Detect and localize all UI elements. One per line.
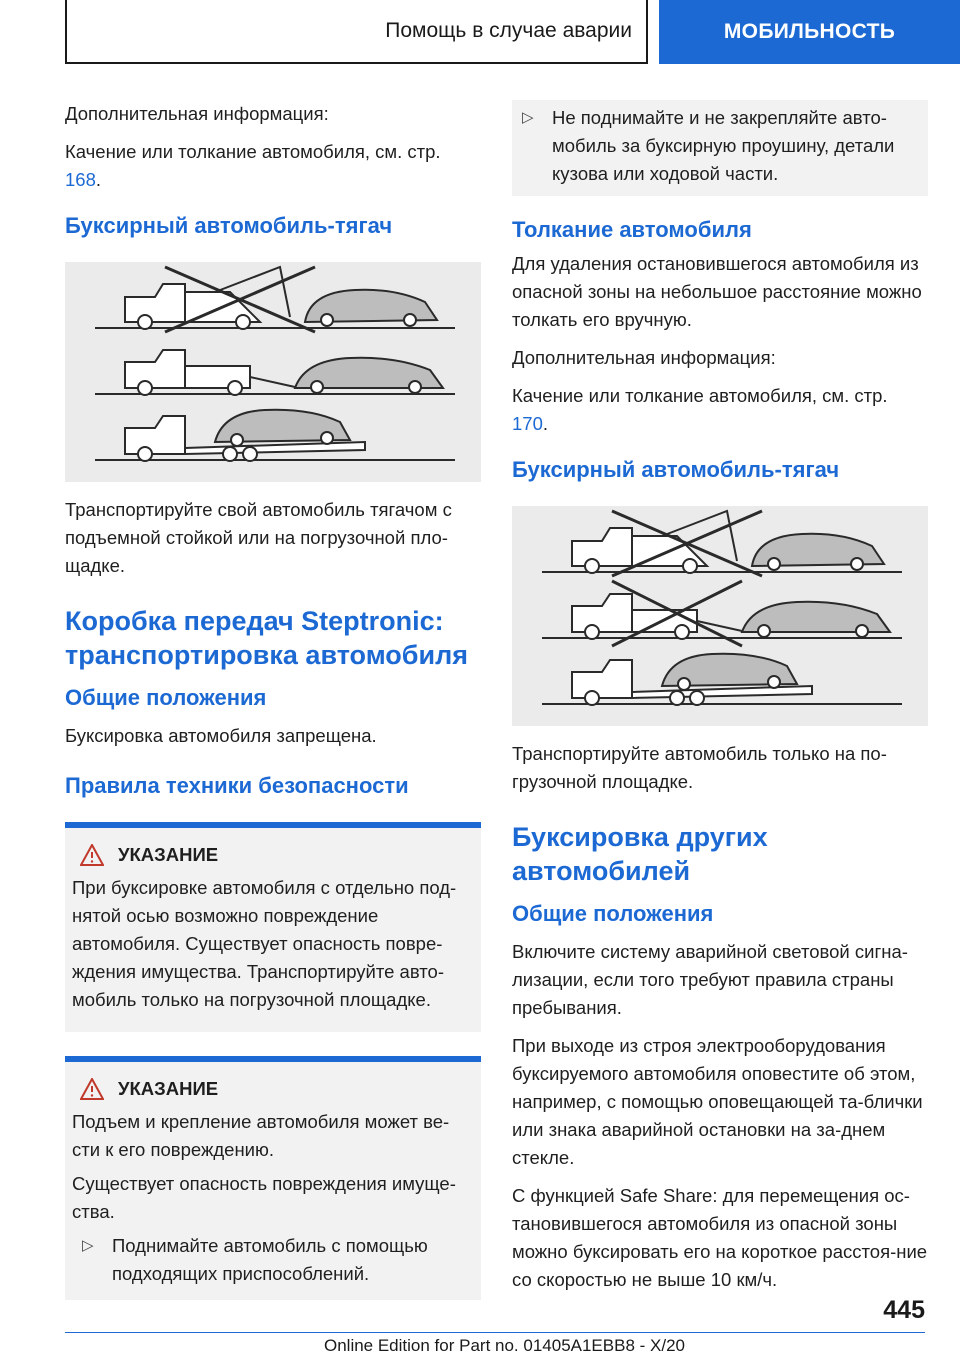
general-paragraph-2: При выходе из строя электрооборудования буксируемого автомобиля оповестите об этом, например, с помощью оповещающей та-блички или знака аварийной остановки на за-днем стекле. [512, 1035, 923, 1168]
page-link-170[interactable]: 170 [512, 413, 543, 434]
left-column [65, 100, 481, 1300]
bullet-triangle-icon: ▷ [522, 109, 534, 126]
info-label: Дополнительная информация: [65, 103, 329, 124]
general-paragraph-1: Включите систему аварийной световой сигна-лизации, если того требуют правила страны пребывания. [512, 941, 908, 1018]
heading-tow-truck: Буксирный автомобиль-тягач [65, 213, 393, 238]
heading-steptronic: Коробка передач Steptronic: транспортировка автомобиля [65, 606, 468, 670]
warning-title: УКАЗАНИЕ [118, 844, 219, 865]
warning-title: УКАЗАНИЕ [118, 1078, 219, 1099]
right-column [512, 100, 928, 1304]
info-label: Дополнительная информация: [512, 347, 776, 368]
warning-icon [80, 1078, 104, 1100]
tow-paragraph: Транспортируйте автомобиль только на по-грузочной площадке. [512, 743, 887, 792]
header-section-title: Помощь в случае аварии [385, 19, 632, 42]
header-tab-mobility[interactable] [659, 0, 960, 64]
list-item: ▷ Не поднимайте и не закрепляйте авто-мобиль за буксирную проушину, детали кузова или ходовой части. [512, 104, 920, 188]
push-paragraph: Для удаления остановившегося автомобиля из опасной зоны на небольшое расстояние можно толкать его вручную. [512, 253, 922, 330]
heading-pushing: Толкание автомобиля [512, 217, 752, 242]
tow-paragraph: Транспортируйте свой автомобиль тягачом с подъемной стойкой или на погрузочной пло-щадке. [65, 499, 452, 576]
page-number: 445 [883, 1296, 925, 1324]
tow-truck-illustration [65, 262, 481, 482]
warning-text: Подъем и крепление автомобиля может ве-сти к его повреждению. [72, 1111, 450, 1160]
header-section-box [65, 0, 648, 64]
warning-text: При буксировке автомобиля с отдельно под-нятой осью возможно повреждение автомобиля. Существует опасность повре-ждения имущества. Транспортируйте авто-мобиль только на погрузочной площадке. [72, 877, 457, 1010]
warning-box-2 [65, 1056, 481, 1300]
warning-text: Существует опасность повреждения имуще-ства. [72, 1173, 456, 1222]
heading-safety: Правила техники безопасности [65, 773, 409, 798]
page-link-168[interactable]: 168 [65, 169, 96, 190]
heading-general: Общие положения [65, 685, 267, 710]
reference-paragraph: Качение или толкание автомобиля, см. стр. 168. [65, 141, 441, 190]
warning-icon [80, 844, 104, 866]
general-paragraph-3: С функцией Safe Share: для перемещения ос-тановившегося автомобиля из опасной зоны можно буксировать его на короткое расстоя-ние со скоростью не выше 10 км/ч. [512, 1185, 928, 1290]
reference-paragraph: Качение или толкание автомобиля, см. стр. 170. [512, 385, 888, 434]
tow-truck-illustration [512, 506, 928, 726]
heading-towing-others: Буксировка других автомобилей [512, 822, 768, 886]
footer-divider [65, 1332, 925, 1333]
general-paragraph: Буксировка автомобиля запрещена. [65, 725, 377, 746]
header-tab-label: МОБИЛЬНОСТЬ [723, 20, 896, 43]
heading-tow-truck: Буксирный автомобиль-тягач [512, 457, 840, 482]
continued-warning-box [512, 100, 928, 196]
heading-general: Общие положения [512, 901, 714, 926]
footer-edition: Online Edition for Part no. 01405A1EBB8 - X/20 [323, 1336, 685, 1355]
list-item: ▷ Поднимайте автомобиль с помощью подходящих приспособлений. [72, 1232, 473, 1288]
warning-box-1 [65, 822, 481, 1032]
bullet-triangle-icon: ▷ [82, 1237, 94, 1254]
